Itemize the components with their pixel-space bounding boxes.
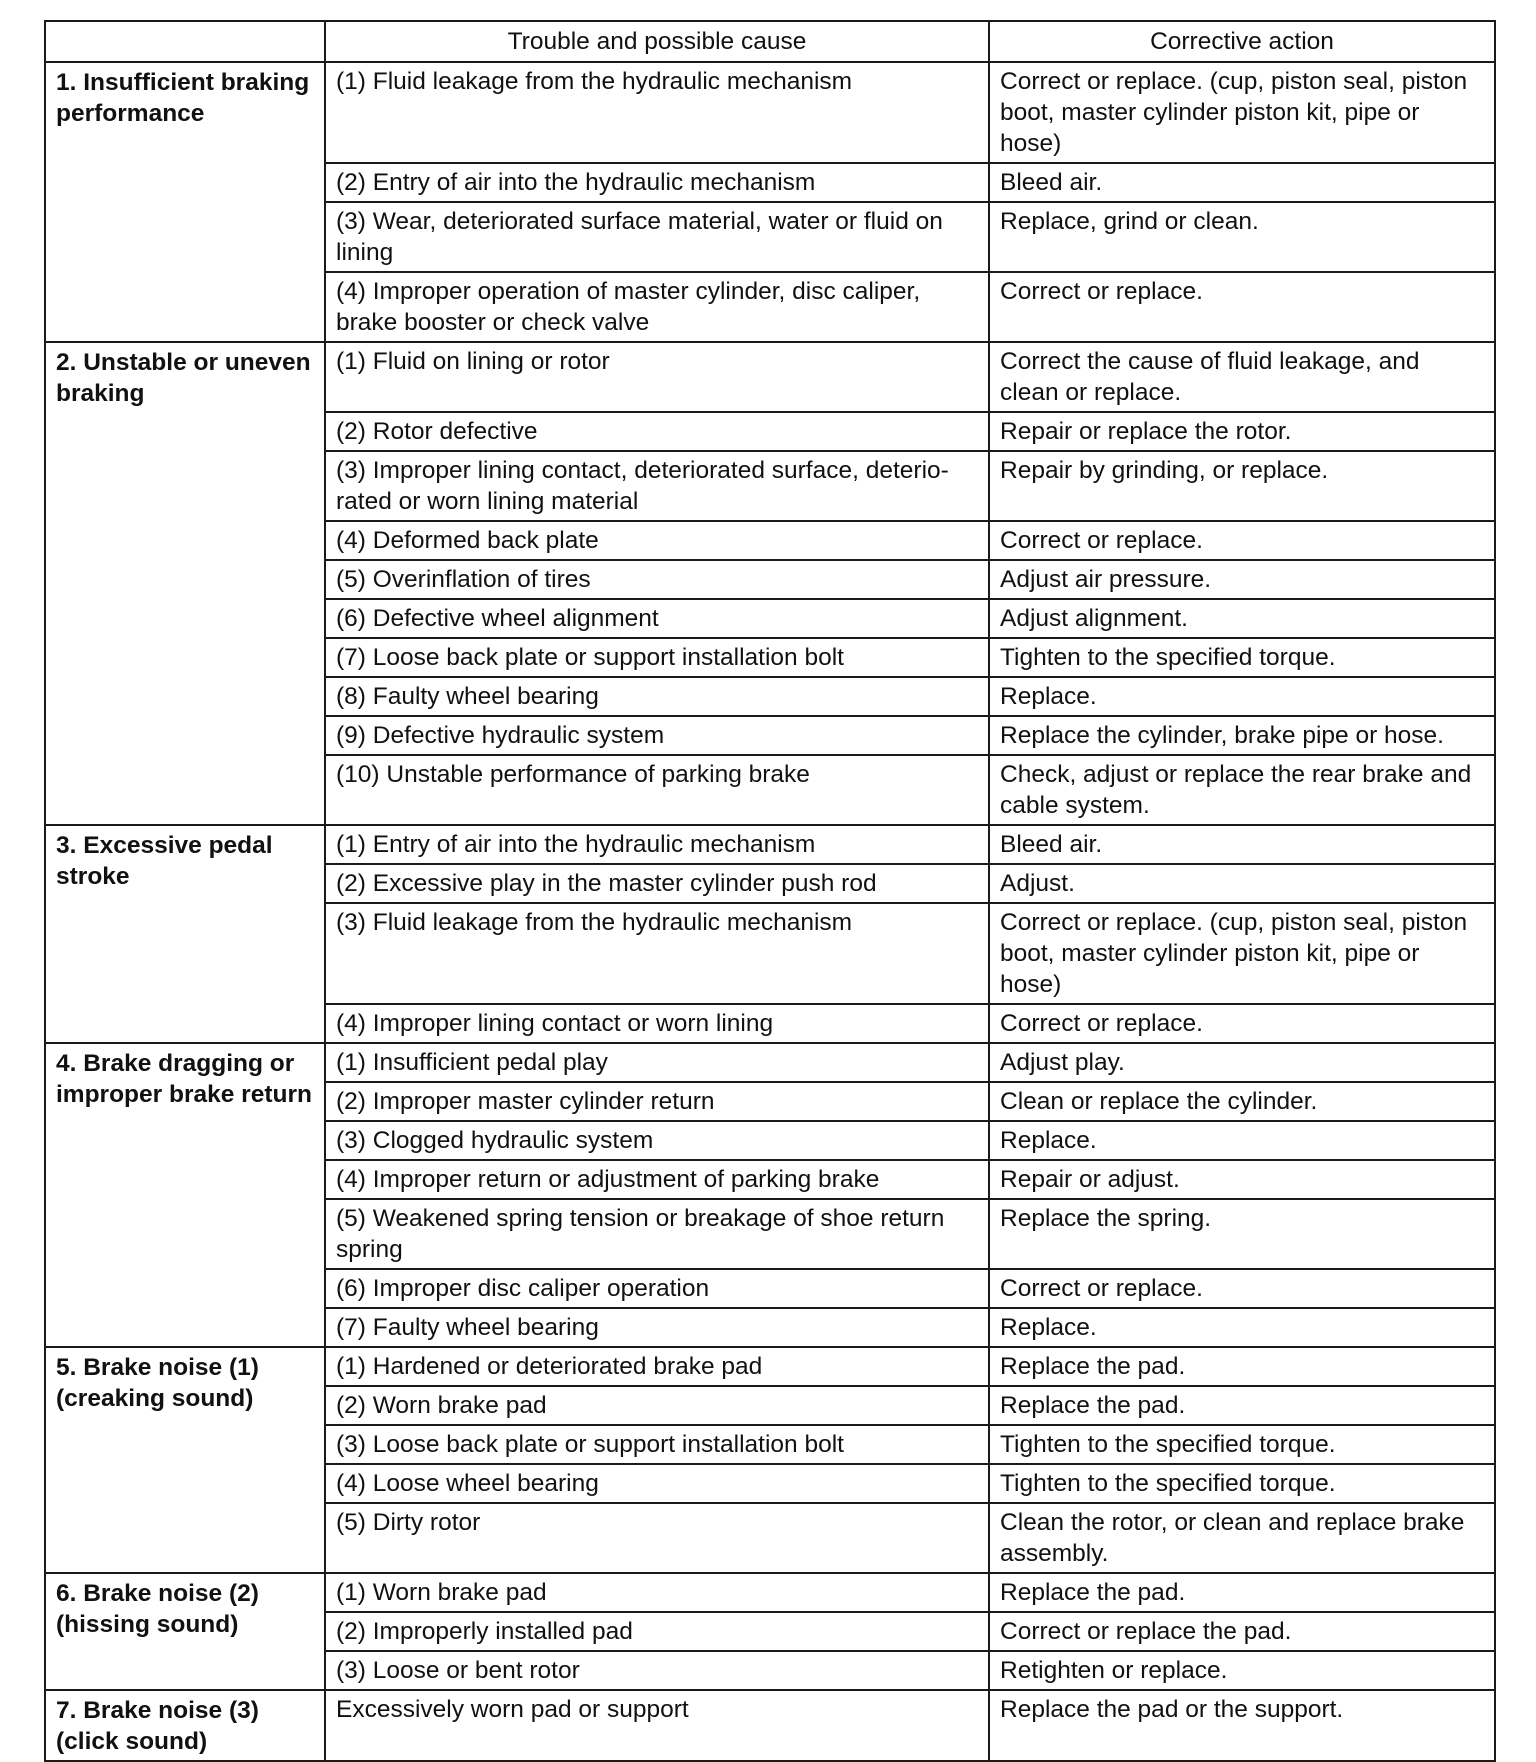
action-cell: Tighten to the specified torque. — [989, 1425, 1495, 1464]
cause-cell: (2) Entry of air into the hydraulic mechanism — [325, 163, 989, 202]
symptom-cell: 1. Insufficient braking performance — [45, 62, 325, 342]
cause-cell: (3) Loose or bent rotor — [325, 1651, 989, 1690]
table-row — [45, 62, 1495, 163]
cause-cell: (1) Worn brake pad — [325, 1573, 989, 1612]
table-row — [45, 1043, 1495, 1082]
cause-cell: (5) Weakened spring tension or breakage of shoe return spring — [325, 1199, 989, 1269]
cause-cell: (9) Defective hydraulic system — [325, 716, 989, 755]
cause-cell: (4) Loose wheel bearing — [325, 1464, 989, 1503]
cause-cell: (3) Improper lining contact, deteriorated surface, deterio-rated or worn lining material — [325, 451, 989, 521]
action-cell: Correct or replace the pad. — [989, 1612, 1495, 1651]
action-cell: Replace the pad. — [989, 1386, 1495, 1425]
action-cell: Correct or replace. — [989, 1269, 1495, 1308]
action-cell: Tighten to the specified torque. — [989, 1464, 1495, 1503]
symptom-cell: 7. Brake noise (3) (click sound) — [45, 1690, 325, 1761]
cause-cell: (3) Loose back plate or support installation bolt — [325, 1425, 989, 1464]
cause-cell: (6) Improper disc caliper operation — [325, 1269, 989, 1308]
symptom-cell: 4. Brake dragging or improper brake return — [45, 1043, 325, 1347]
action-cell: Clean the rotor, or clean and replace brake assembly. — [989, 1503, 1495, 1573]
header-corrective-action: Corrective action — [989, 21, 1495, 62]
cause-cell: (1) Fluid leakage from the hydraulic mechanism — [325, 62, 989, 163]
cause-cell: (1) Fluid on lining or rotor — [325, 342, 989, 412]
action-cell: Correct or replace. — [989, 521, 1495, 560]
action-cell: Adjust air pressure. — [989, 560, 1495, 599]
table-row — [45, 342, 1495, 412]
action-cell: Repair or replace the rotor. — [989, 412, 1495, 451]
cause-cell: (8) Faulty wheel bearing — [325, 677, 989, 716]
cause-cell: (5) Overinflation of tires — [325, 560, 989, 599]
action-cell: Correct or replace. (cup, piston seal, piston boot, master cylinder piston kit, pipe or hose) — [989, 62, 1495, 163]
cause-cell: (1) Entry of air into the hydraulic mechanism — [325, 825, 989, 864]
action-cell: Replace, grind or clean. — [989, 202, 1495, 272]
symptom-cell: 3. Excessive pedal stroke — [45, 825, 325, 1043]
troubleshooting-table — [44, 20, 1496, 1762]
cause-cell: (3) Fluid leakage from the hydraulic mechanism — [325, 903, 989, 1004]
cause-cell: (3) Wear, deteriorated surface material, water or fluid on lining — [325, 202, 989, 272]
cause-cell: (2) Rotor defective — [325, 412, 989, 451]
cause-cell: (4) Improper lining contact or worn lining — [325, 1004, 989, 1043]
cause-cell: (1) Insufficient pedal play — [325, 1043, 989, 1082]
action-cell: Replace the pad. — [989, 1573, 1495, 1612]
header-symptom — [45, 21, 325, 62]
cause-cell: (3) Clogged hydraulic system — [325, 1121, 989, 1160]
cause-cell: (2) Excessive play in the master cylinder push rod — [325, 864, 989, 903]
cause-cell: (10) Unstable performance of parking brake — [325, 755, 989, 825]
header-row — [45, 21, 1495, 62]
table-body — [45, 62, 1495, 1761]
action-cell: Adjust. — [989, 864, 1495, 903]
action-cell: Replace the pad or the support. — [989, 1690, 1495, 1761]
action-cell: Repair by grinding, or replace. — [989, 451, 1495, 521]
action-cell: Correct or replace. (cup, piston seal, piston boot, master cylinder piston kit, pipe or hose) — [989, 903, 1495, 1004]
cause-cell: (4) Deformed back plate — [325, 521, 989, 560]
cause-cell: (6) Defective wheel alignment — [325, 599, 989, 638]
action-cell: Replace the spring. — [989, 1199, 1495, 1269]
cause-cell: (4) Improper return or adjustment of parking brake — [325, 1160, 989, 1199]
action-cell: Replace. — [989, 1308, 1495, 1347]
action-cell: Replace the pad. — [989, 1347, 1495, 1386]
action-cell: Bleed air. — [989, 163, 1495, 202]
table-row — [45, 1573, 1495, 1612]
symptom-cell: 2. Unstable or uneven braking — [45, 342, 325, 825]
action-cell: Check, adjust or replace the rear brake and cable system. — [989, 755, 1495, 825]
action-cell: Adjust alignment. — [989, 599, 1495, 638]
cause-cell: (2) Improperly installed pad — [325, 1612, 989, 1651]
action-cell: Correct or replace. — [989, 272, 1495, 342]
cause-cell: (1) Hardened or deteriorated brake pad — [325, 1347, 989, 1386]
action-cell: Repair or adjust. — [989, 1160, 1495, 1199]
action-cell: Correct the cause of fluid leakage, and clean or replace. — [989, 342, 1495, 412]
cause-cell: Excessively worn pad or support — [325, 1690, 989, 1761]
action-cell: Replace the cylinder, brake pipe or hose. — [989, 716, 1495, 755]
action-cell: Replace. — [989, 1121, 1495, 1160]
table-row — [45, 1690, 1495, 1761]
table-row — [45, 825, 1495, 864]
action-cell: Tighten to the specified torque. — [989, 638, 1495, 677]
action-cell: Correct or replace. — [989, 1004, 1495, 1043]
action-cell: Adjust play. — [989, 1043, 1495, 1082]
action-cell: Retighten or replace. — [989, 1651, 1495, 1690]
action-cell: Bleed air. — [989, 825, 1495, 864]
cause-cell: (7) Faulty wheel bearing — [325, 1308, 989, 1347]
table-row — [45, 1347, 1495, 1386]
cause-cell: (2) Worn brake pad — [325, 1386, 989, 1425]
symptom-cell: 6. Brake noise (2) (hissing sound) — [45, 1573, 325, 1690]
action-cell: Clean or replace the cylinder. — [989, 1082, 1495, 1121]
cause-cell: (4) Improper operation of master cylinder, disc caliper, brake booster or check valve — [325, 272, 989, 342]
header-trouble-cause: Trouble and possible cause — [325, 21, 989, 62]
symptom-cell: 5. Brake noise (1) (creaking sound) — [45, 1347, 325, 1573]
cause-cell: (5) Dirty rotor — [325, 1503, 989, 1573]
action-cell: Replace. — [989, 677, 1495, 716]
cause-cell: (7) Loose back plate or support installation bolt — [325, 638, 989, 677]
cause-cell: (2) Improper master cylinder return — [325, 1082, 989, 1121]
